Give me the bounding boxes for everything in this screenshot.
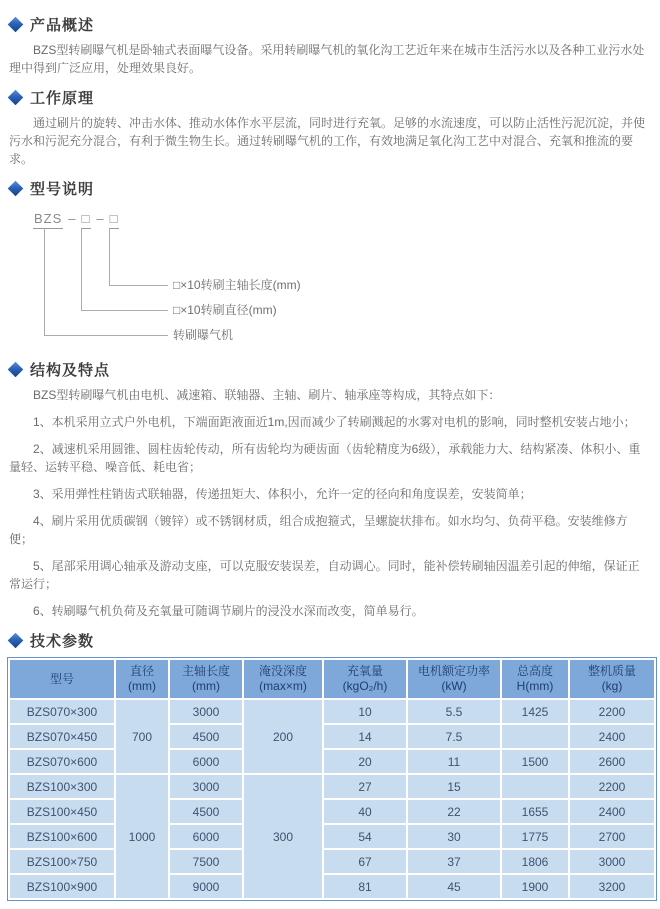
section-header-overview — [7, 14, 653, 35]
cell-depth-merged: 300 — [244, 775, 322, 898]
cell-oxygen: 67 — [324, 850, 406, 873]
feature-item-4: 4、刷片采用优质碳钢（镀锌）或不锈钢材质，组合成抱箍式，呈螺旋状排布。如水均匀、负荷平稳。安装维修方便； — [9, 514, 628, 546]
connector-line-aerator — [44, 228, 168, 336]
model-code-dash: – — [68, 211, 76, 226]
cell-shaft: 3000 — [170, 775, 242, 798]
column-header-total-weight: 整机质量 (kg) — [570, 660, 654, 698]
diamond-bullet-icon — [8, 633, 24, 649]
cell-height: 1500 — [502, 750, 568, 773]
model-code-prefix: BZS — [33, 211, 63, 229]
cell-oxygen: 54 — [324, 825, 406, 848]
cell-power: 7.5 — [408, 725, 500, 748]
cell-shaft: 7500 — [170, 850, 242, 873]
diamond-bullet-icon — [8, 90, 24, 106]
section-header-features — [7, 359, 653, 380]
feature-item-6: 6、转刷曝气机负荷及充氧量可随调节刷片的浸没水深而改变，简单易行。 — [33, 604, 424, 618]
cell-power: 37 — [408, 850, 500, 873]
cell-oxygen: 20 — [324, 750, 406, 773]
cell-height: 1900 — [502, 875, 568, 898]
cell-height — [502, 725, 568, 748]
cell-weight: 2200 — [570, 700, 654, 723]
diamond-bullet-icon — [8, 362, 24, 378]
cell-weight: 3000 — [570, 850, 654, 873]
cell-oxygen: 10 — [324, 700, 406, 723]
column-header-oxygenation: 充氧量 (kgO₂/h) — [324, 660, 406, 698]
feature-item-2: 2、减速机采用圆锥、圆柱齿轮传动，所有齿轮均为硬齿面（齿轮精度为6级），承载能力大、结构紧凑、体积小、重量轻、运转平稳、噪音低、耗电省； — [9, 442, 641, 474]
cell-height: 1655 — [502, 800, 568, 823]
table-row — [10, 825, 654, 848]
cell-model: BZS070×300 — [10, 700, 114, 723]
cell-power: 15 — [408, 775, 500, 798]
model-code-diagram — [33, 211, 653, 349]
cell-weight: 2700 — [570, 825, 654, 848]
model-code-box2: □ — [109, 211, 120, 229]
section-title: 结构及特点 — [30, 362, 111, 379]
feature-item-5: 5、尾部采用调心轴承及游动支座，可以克服安装误差，自动调心。同时，能补偿转刷轴因温差引起的伸缩，保证正常运行； — [9, 559, 640, 591]
table-row — [10, 750, 654, 773]
cell-weight: 2200 — [570, 775, 654, 798]
table-row — [10, 875, 654, 898]
section-title: 型号说明 — [30, 181, 95, 198]
column-header-shaft-length: 主轴长度 (mm) — [170, 660, 242, 698]
cell-model: BZS100×600 — [10, 825, 114, 848]
table-row — [10, 700, 654, 723]
principle-paragraph: 通过刷片的旋转、冲击水体、推动水体作水平层流，同时进行充氧。足够的水流速度，可以防止活性污泥沉淀，并使污水和污泥充分混合，有利于微生物生长。通过转刷曝气机的工作，有效地满足氧化沟工艺中对混合、充氧和推流的要求。 — [9, 116, 646, 166]
table-row — [10, 775, 654, 798]
cell-height: 1775 — [502, 825, 568, 848]
section-header-principle — [7, 87, 653, 108]
cell-model: BZS100×900 — [10, 875, 114, 898]
cell-diameter-merged: 700 — [116, 700, 168, 773]
cell-power: 11 — [408, 750, 500, 773]
feature-item-3: 3、采用弹性柱销齿式联轴器，传递扭矩大、体积小，允许一定的径向和角度误差，安装简单； — [33, 487, 532, 501]
cell-diameter-merged: 1000 — [116, 775, 168, 898]
cell-shaft: 4500 — [170, 800, 242, 823]
cell-shaft: 6000 — [170, 750, 242, 773]
section-header-specs — [7, 630, 653, 651]
model-label-diameter: □×10转刷直径(mm) — [173, 303, 277, 317]
cell-power: 5.5 — [408, 700, 500, 723]
cell-shaft: 9000 — [170, 875, 242, 898]
cell-model: BZS100×300 — [10, 775, 114, 798]
section-title: 产品概述 — [30, 17, 95, 34]
column-header-model: 型号 — [10, 660, 114, 698]
cell-weight: 2600 — [570, 750, 654, 773]
model-code-box1: □ — [81, 211, 92, 229]
column-header-motor-power: 电机额定功率 (kW) — [408, 660, 500, 698]
feature-item-1: 1、本机采用立式户外电机，下端面距液面近1m,因而减少了转刷溅起的水雾对电机的影响，同时整机安装占地小； — [33, 415, 636, 429]
cell-weight: 2400 — [570, 725, 654, 748]
cell-oxygen: 27 — [324, 775, 406, 798]
cell-model: BZS070×600 — [10, 750, 114, 773]
diamond-bullet-icon — [8, 17, 24, 33]
model-code-dash: – — [96, 211, 104, 226]
cell-model: BZS100×750 — [10, 850, 114, 873]
cell-shaft: 6000 — [170, 825, 242, 848]
model-label-shaft-length: □×10转刷主轴长度(mm) — [173, 278, 301, 292]
cell-shaft: 3000 — [170, 700, 242, 723]
cell-power: 30 — [408, 825, 500, 848]
diamond-bullet-icon — [8, 181, 24, 197]
cell-power: 22 — [408, 800, 500, 823]
cell-power: 45 — [408, 875, 500, 898]
cell-model: BZS070×450 — [10, 725, 114, 748]
overview-paragraph: BZS型转刷曝气机是卧轴式表面曝气设备。采用转刷曝气机的氧化沟工艺近年来在城市生活污水以及各种工业污水处理中得到广泛应用，处理效果良好。 — [9, 43, 645, 75]
column-header-total-height: 总高度 H(mm) — [502, 660, 568, 698]
cell-height: 1425 — [502, 700, 568, 723]
model-code — [33, 211, 119, 229]
column-header-submersion-depth: 淹没深度 (max×m) — [244, 660, 322, 698]
cell-model: BZS100×450 — [10, 800, 114, 823]
cell-oxygen: 81 — [324, 875, 406, 898]
features-intro: BZS型转刷曝气机由电机、减速箱、联轴器、主轴、刷片、轴承座等构成，其特点如下： — [33, 388, 501, 402]
cell-depth-merged: 200 — [244, 700, 322, 773]
specs-table-header-row — [10, 660, 654, 698]
table-row — [10, 725, 654, 748]
cell-oxygen: 40 — [324, 800, 406, 823]
section-title: 工作原理 — [30, 90, 95, 107]
section-header-model — [7, 178, 653, 199]
cell-weight: 2400 — [570, 800, 654, 823]
model-label-aerator: 转刷曝气机 — [173, 328, 234, 342]
table-row — [10, 850, 654, 873]
section-title: 技术参数 — [30, 633, 95, 650]
cell-shaft: 4500 — [170, 725, 242, 748]
table-row — [10, 800, 654, 823]
cell-weight: 3200 — [570, 875, 654, 898]
column-header-diameter: 直径 (mm) — [116, 660, 168, 698]
cell-height: 1806 — [502, 850, 568, 873]
cell-oxygen: 14 — [324, 725, 406, 748]
cell-height — [502, 775, 568, 798]
specs-table — [7, 657, 657, 901]
